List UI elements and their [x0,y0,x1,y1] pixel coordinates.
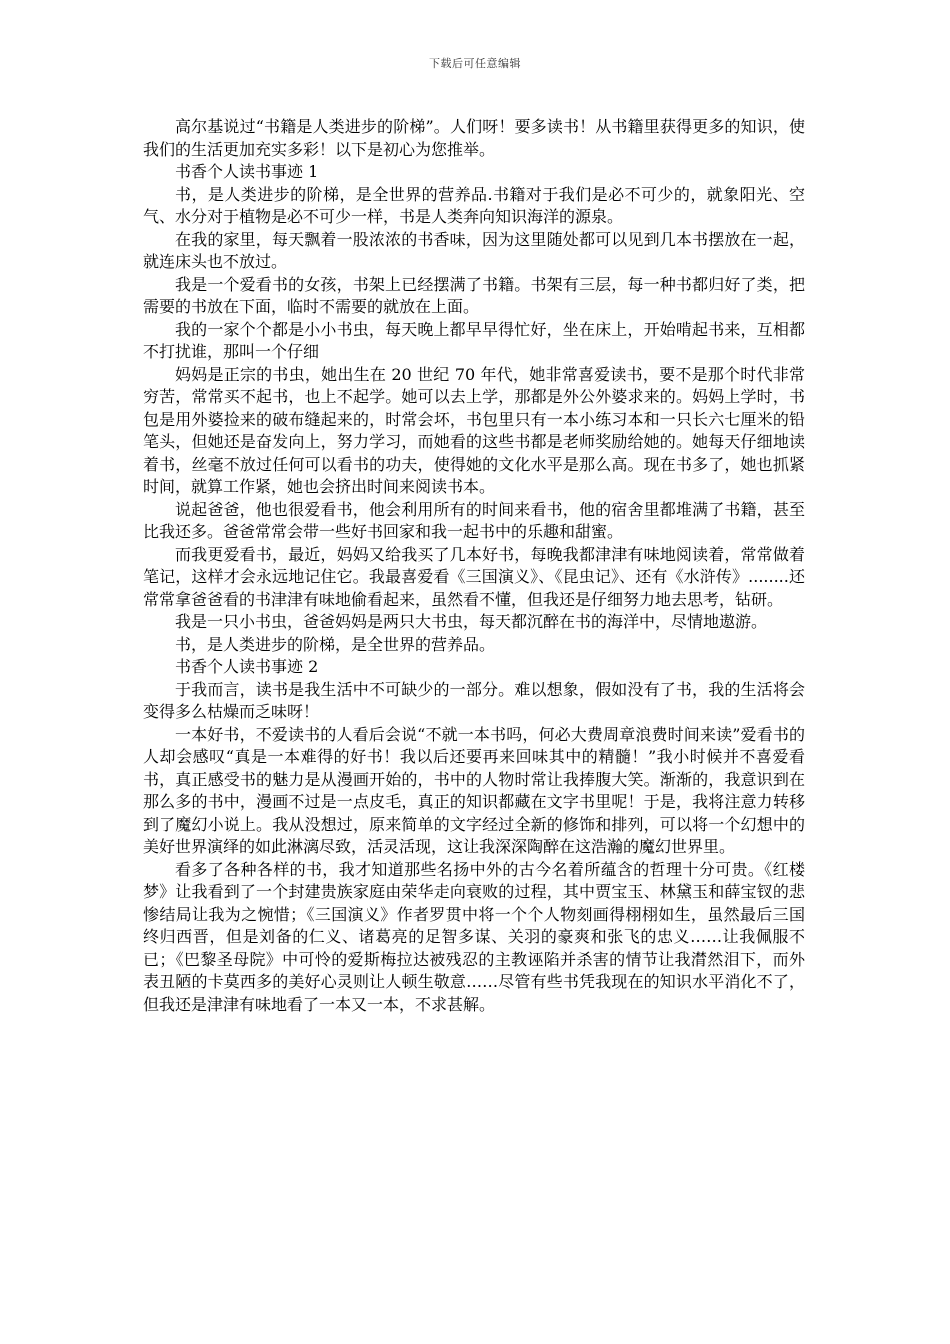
intro-paragraph: 高尔基说过“书籍是人类进步的阶梯”。人们呀！要多读书！从书籍里获得更多的知识，使我们的生活更加充实多彩！以下是初心为您推举。 [143,117,805,159]
body-paragraph: 妈妈是正宗的书虫，她出生在 20 世纪 70 年代，她非常喜爱读书，要不是那个时代非常穷苦，常常买不起书，也上不起学。她可以去上学，那都是外公外婆求来的。妈妈上学时，书包是用外婆捡来的破布缝起来的，时常会坏，书包里只有一本小练习本和一只长六七厘米的铅笔头，但她还是奋发向上，努力学习，而她看的这些书都是老师奖励给她的。她每天仔细地读着书，丝毫不放过任何可以看书的功夫，使得她的文化水平是那么高。现在书多了，她也抓紧时间，就算工作紧，她也会挤出时间来阅读书本。 [143,364,805,496]
body-paragraph: 看多了各种各样的书，我才知道那些名扬中外的古今名着所蕴含的哲理十分可贵。《红楼梦》让我看到了一个封建贵族家庭由荣华走向衰败的过程，其中贾宝玉、林黛玉和薛宝钗的悲惨结局让我为之惋惜；《三国演义》作者罗贯中将一个个人物刻画得栩栩如生，虽然最后三国终归西晋，但是刘备的仁义、诸葛亮的足智多谋、关羽的豪爽和张飞的忠义……让我佩服不已；《巴黎圣母院》中可怜的爱斯梅拉达被残忍的主教诬陷并杀害的情节让我潸然泪下，而外表丑陋的卡莫西多的美好心灵则让人顿生敬意……尽管有些书凭我现在的知识水平消化不了，但我还是津津有味地看了一本又一本，不求甚解。 [143,859,805,1014]
body-paragraph: 于我而言，读书是我生活中不可缺少的一部分。难以想象，假如没有了书，我的生活将会变得多么枯燥而乏味呀！ [143,679,805,721]
body-paragraph: 书，是人类进步的阶梯，是全世界的营养品.书籍对于我们是必不可少的，就象阳光、空气、水分对于植物是必不可少一样，书是人类奔向知识海洋的源泉。 [143,184,805,226]
section-heading-1: 书香个人读书事迹 1 [175,162,319,181]
body-paragraph: 我是一只小书虫，爸爸妈妈是两只大书虫，每天都沉醉在书的海洋中，尽情地遨游。 [175,612,768,631]
body-paragraph: 我是一个爱看书的女孩，书架上已经摆满了书籍。书架有三层，每一种书都归好了类，把需要的书放在下面，临时不需要的就放在上面。 [143,274,805,316]
body-paragraph: 我的一家个个都是小小书虫，每天晚上都早早得忙好，坐在床上，开始啃起书来，互相都不打扰谁，那叫一个仔细 [143,319,805,361]
body-paragraph: 说起爸爸，他也很爱看书，他会利用所有的时间来看书，他的宿舍里都堆满了书籍，甚至比我还多。爸爸常常会带一些好书回家和我一起书中的乐趣和甜蜜。 [143,499,805,541]
body-paragraph: 而我更爱看书，最近，妈妈又给我买了几本好书，每晚我都津津有味地阅读着，常常做着笔记，这样才会永远地记住它。我最喜爱看《三国演义》、《昆虫记》、还有《水浒传》........还常常拿爸爸看的书津津有味地偷看起来，虽然看不懂，但我还是仔细努力地去思考，钻研。 [143,544,805,609]
page-header: 下载后可任意编辑 [429,57,521,70]
body-paragraph: 一本好书，不爱读书的人看后会说“不就一本书吗，何必大费周章浪费时间来读”爱看书的人却会感叹“真是一本难得的好书！我以后还要再来回味其中的精髓！”我小时候并不喜爱看书，真正感受书的魅力是从漫画开始的，书中的人物时常让我捧腹大笑。渐渐的，我意识到在那么多的书中，漫画不过是一点皮毛，真正的知识都藏在文字书里呢！于是，我将注意力转移到了魔幻小说上。我从没想过，原来简单的文字经过全新的修饰和排列，可以将一个幻想中的美好世界演绎的如此淋漓尽致，活灵活现，这让我深深陶醉在这浩瀚的魔幻世界里。 [143,724,805,856]
body-paragraph: 书，是人类进步的阶梯，是全世界的营养品。 [175,634,496,654]
section-heading-2: 书香个人读书事迹 2 [175,657,319,676]
body-paragraph: 在我的家里，每天飘着一股浓浓的书香味，因为这里随处都可以见到几本书摆放在一起，就连床头也不放过。 [143,229,805,271]
document-body [143,116,805,1016]
